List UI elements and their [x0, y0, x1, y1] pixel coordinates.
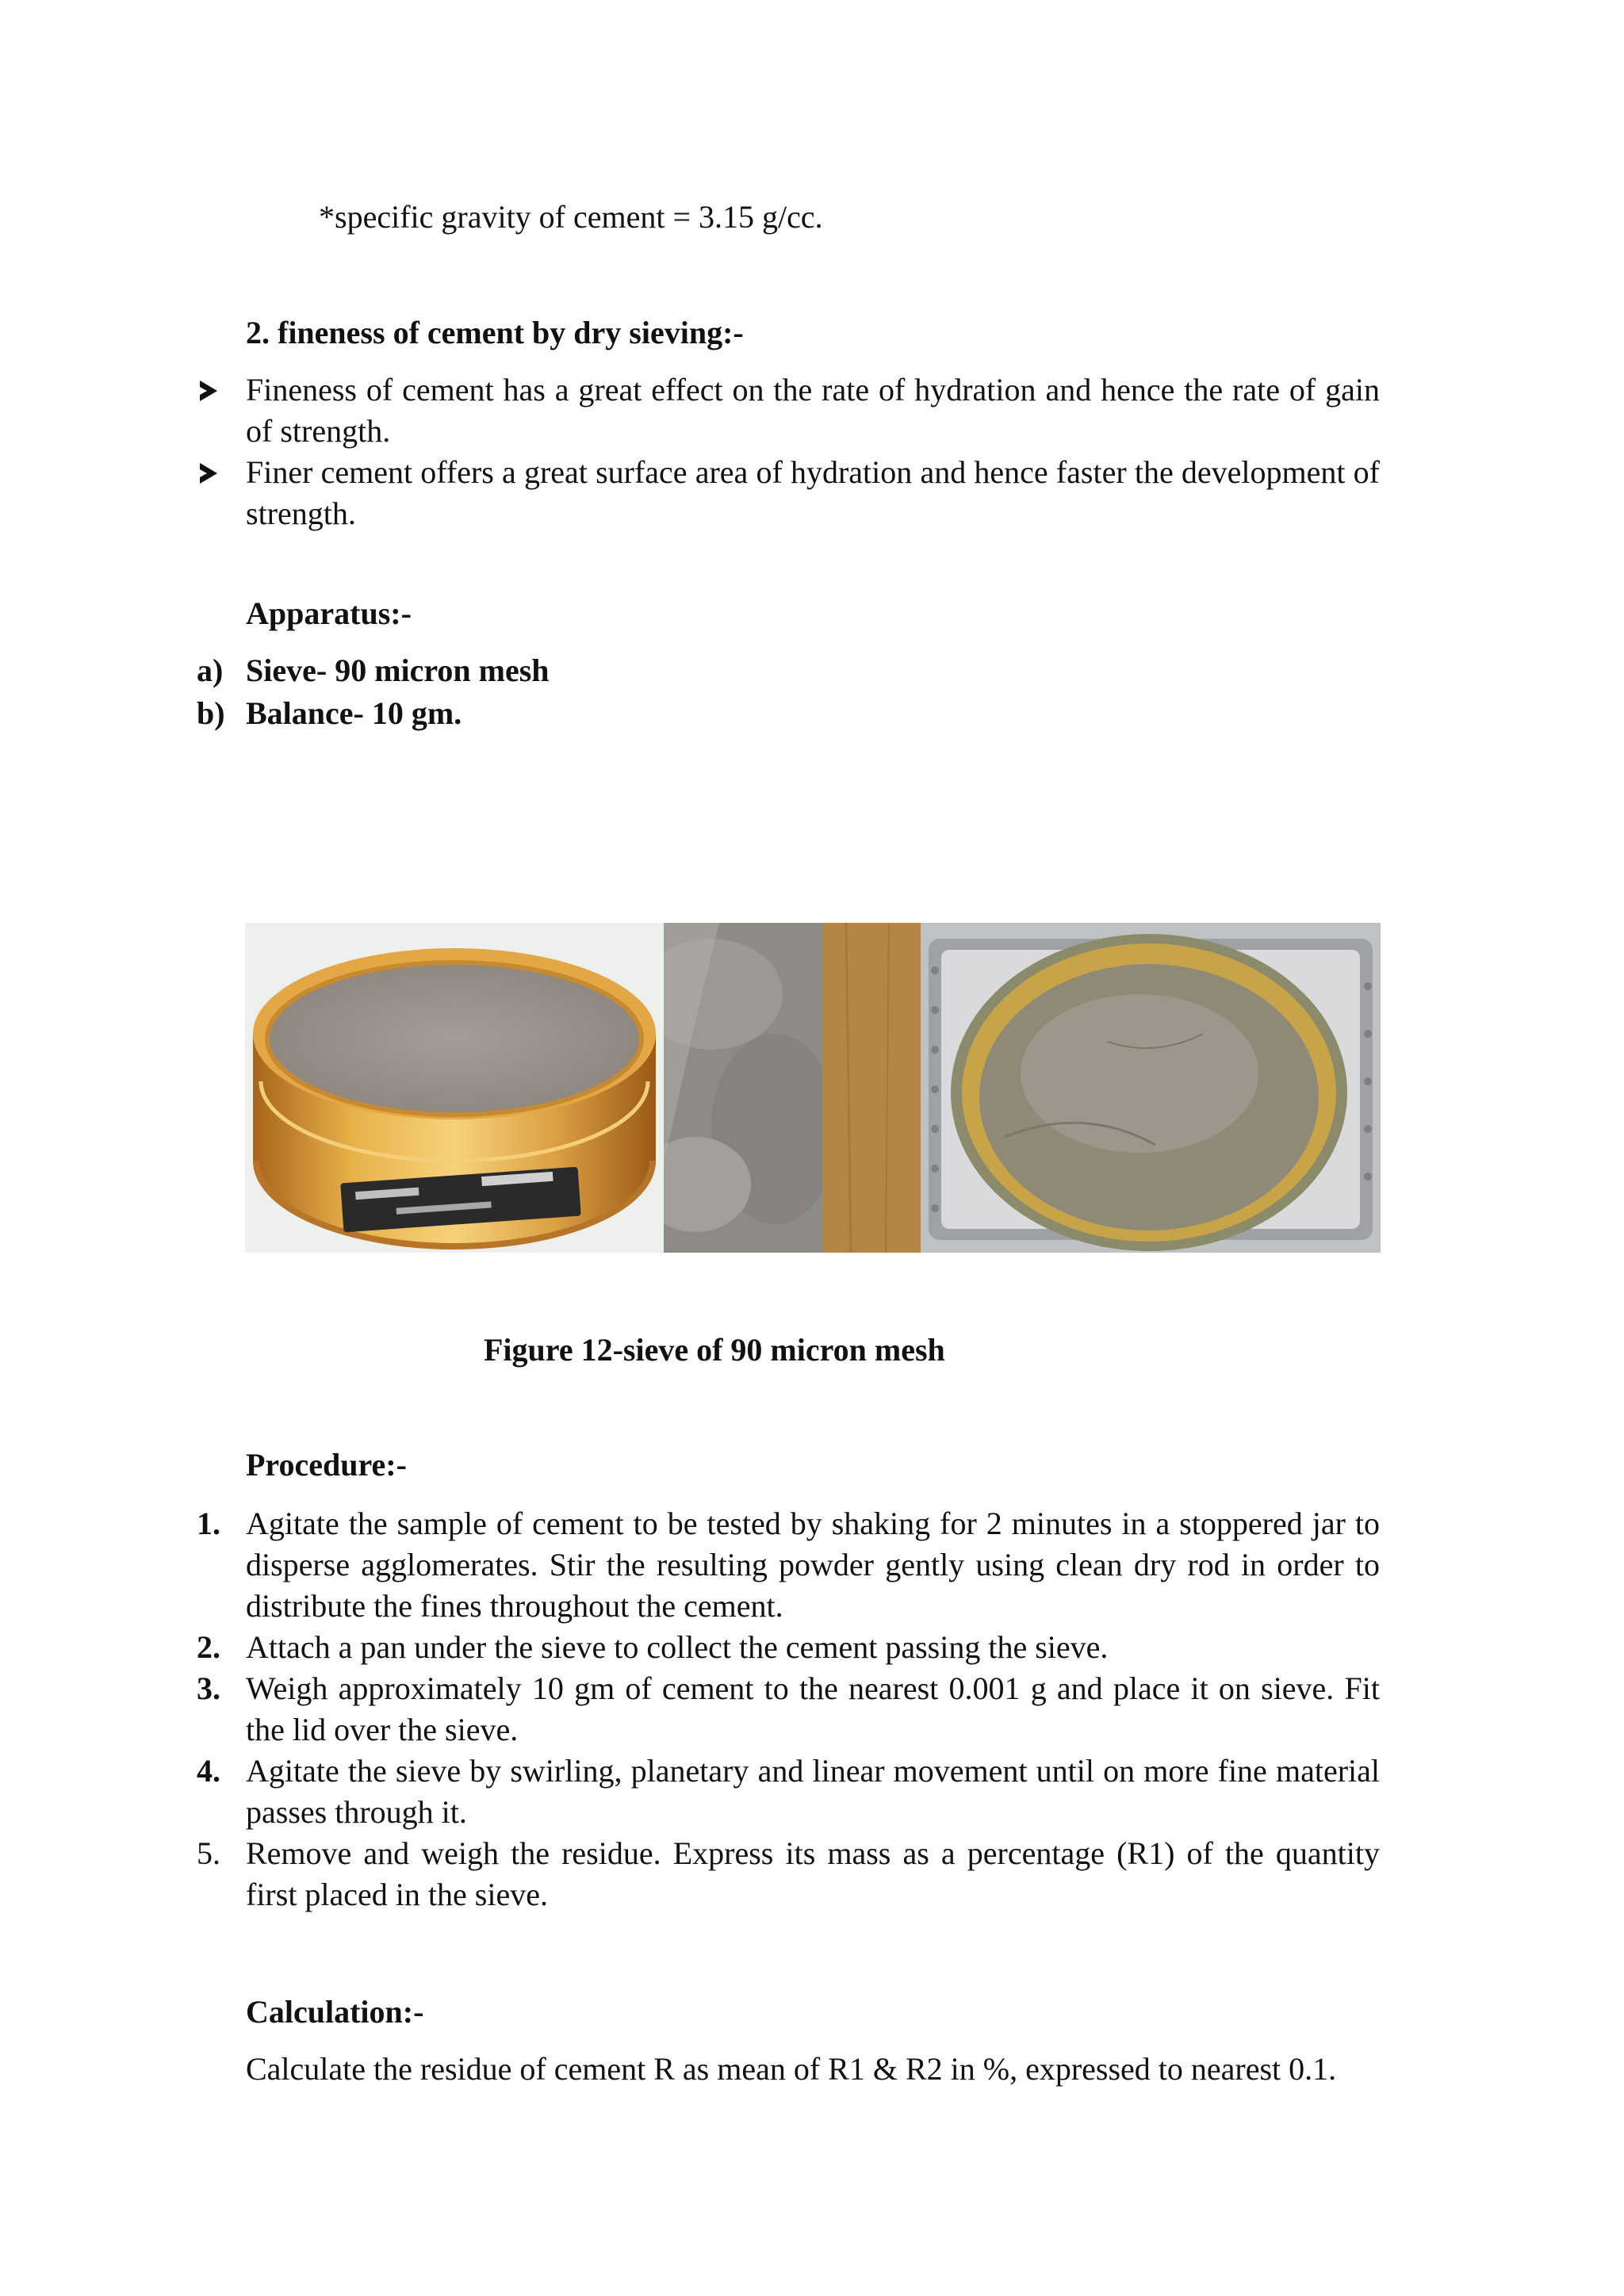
sieve-photo — [245, 923, 1381, 1253]
calculation-heading: Calculation:- — [246, 1994, 424, 2030]
procedure-step: Remove and weigh the residue. Express its mass as a percentage (R1) of the quantity first placed in the sieve. — [246, 1835, 1380, 1912]
figure-caption: Figure 12-sieve of 90 micron mesh — [484, 1332, 945, 1368]
apparatus-item: Sieve- 90 micron mesh — [246, 652, 550, 688]
calculation-text: Calculate the residue of cement R as mean of R1 & R2 in %, expressed to nearest 0.1. — [246, 2051, 1337, 2087]
step-number: 2. — [197, 1629, 220, 1665]
cement-powder-photo — [664, 923, 822, 1253]
procedure-heading: Procedure:- — [246, 1447, 407, 1483]
list-marker: a) — [197, 652, 224, 688]
apparatus-heading: Apparatus:- — [246, 595, 412, 631]
arrow-bullet-icon — [200, 381, 217, 401]
step-number: 5. — [197, 1835, 220, 1871]
brass-sieve-photo — [245, 923, 664, 1253]
section-title: 2. fineness of cement by dry sieving:- — [246, 315, 744, 350]
step-number: 3. — [197, 1670, 220, 1706]
arrow-bullet-icon — [200, 463, 217, 484]
sieve-with-cement-photo — [822, 923, 1381, 1253]
apparatus-item: Balance- 10 gm. — [246, 695, 462, 731]
procedure-step: Weigh approximately 10 gm of cement to the nearest 0.001 g and place it on sieve. Fit the lid over the sieve. — [246, 1670, 1380, 1747]
procedure-step: Agitate the sample of cement to be tested by shaking for 2 minutes in a stoppered jar to disperse agglomerates. Stir the resulting powder gently using clean dry rod in order to distribute the fines throughout the cement. — [246, 1506, 1380, 1624]
procedure-step: Agitate the sieve by swirling, planetary and linear movement until on more fine material passes through it. — [246, 1753, 1380, 1830]
step-number: 1. — [197, 1506, 220, 1541]
specific-gravity-note: *specific gravity of cement = 3.15 g/cc. — [319, 199, 823, 235]
procedure-step: Attach a pan under the sieve to collect the cement passing the sieve. — [246, 1629, 1109, 1665]
bullet-text: Fineness of cement has a great effect on the rate of hydration and hence the rate of gain of strength. — [246, 372, 1380, 449]
bullet-text: Finer cement offers a great surface area of hydration and hence faster the development of strength. — [246, 454, 1380, 531]
step-number: 4. — [197, 1753, 220, 1789]
list-marker: b) — [197, 695, 225, 731]
